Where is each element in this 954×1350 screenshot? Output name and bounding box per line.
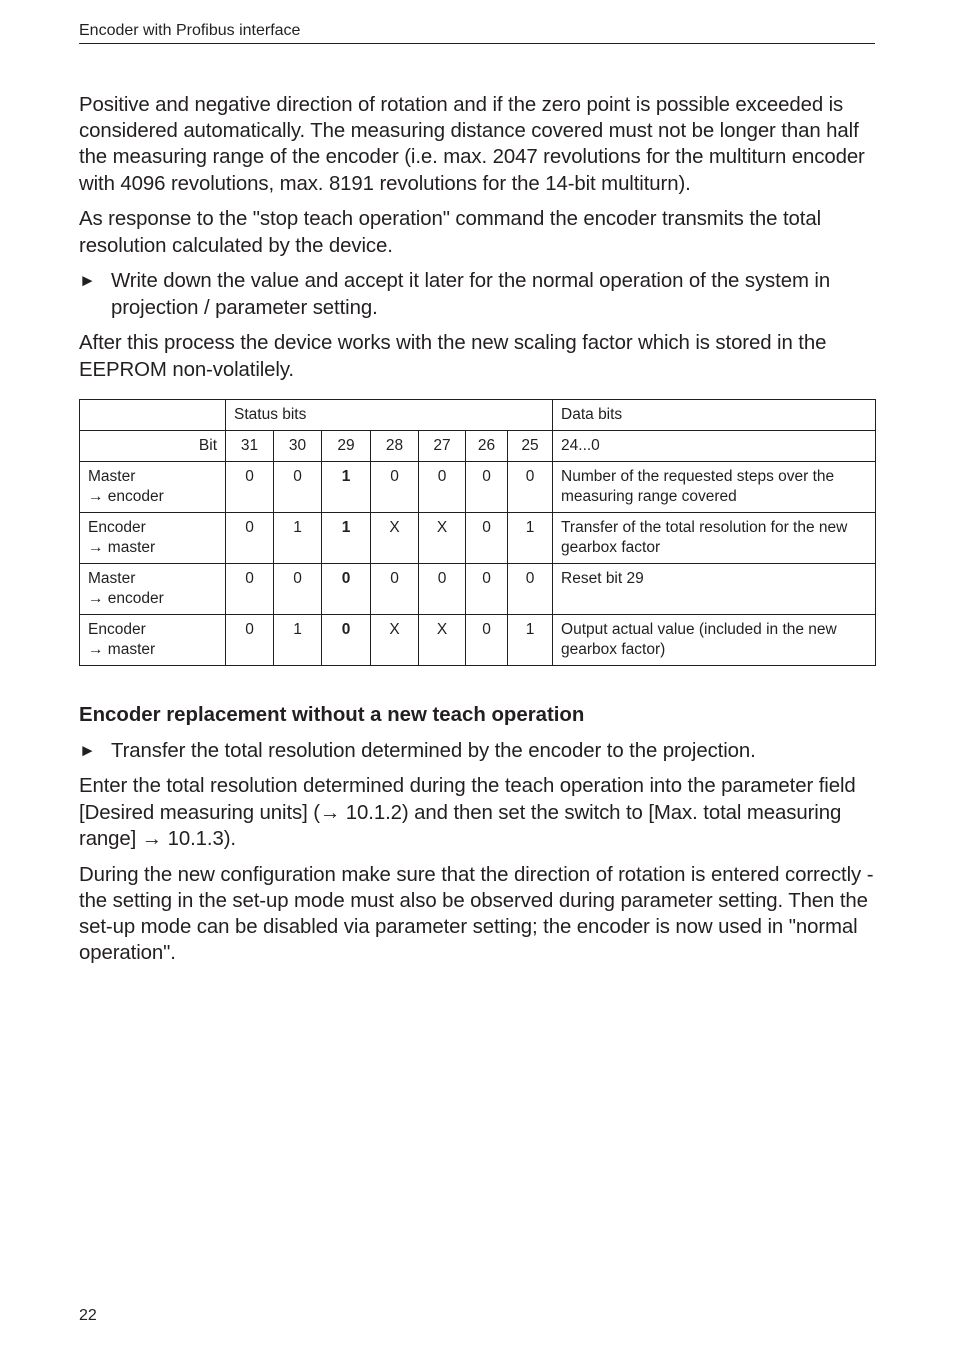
table-row <box>80 563 876 614</box>
bit-number-row <box>80 430 876 461</box>
description-cell: Number of the requested steps over the measuring range covered <box>553 461 876 512</box>
description-cell: Output actual value (included in the new gearbox factor) <box>553 614 876 665</box>
triangle-arrow-icon: ► <box>79 271 96 291</box>
bit-number: 27 <box>419 430 466 461</box>
bit-value: 0 <box>322 614 371 665</box>
triangle-arrow-icon: ► <box>79 740 96 760</box>
bullet-text: Transfer the total resolution determined by the encoder to the projection. <box>111 739 756 762</box>
page-header: Encoder with Profibus interface <box>79 22 875 44</box>
bit-value: 0 <box>466 512 508 563</box>
direction-cell: Encoder → master <box>80 614 226 665</box>
table-header-row <box>80 399 876 430</box>
bit-number: 30 <box>274 430 322 461</box>
table-row <box>80 614 876 665</box>
description-cell: Transfer of the total resolution for the new gearbox factor <box>553 512 876 563</box>
bit-value: 1 <box>274 614 322 665</box>
description-cell: Reset bit 29 <box>553 563 876 614</box>
table-row <box>80 512 876 563</box>
bit-number: 31 <box>226 430 274 461</box>
bullet-text: Write down the value and accept it later for the normal operation of the system in projection / parameter setting. <box>111 270 831 319</box>
bit-value: X <box>419 614 466 665</box>
bit-value: 0 <box>226 461 274 512</box>
bit-value: 0 <box>371 461 419 512</box>
bit-value: 0 <box>226 512 274 563</box>
bit-value: 0 <box>274 563 322 614</box>
bullet-transfer <box>79 738 875 764</box>
bit-value: 1 <box>508 512 553 563</box>
bit-value: X <box>419 512 466 563</box>
bit-number: 28 <box>371 430 419 461</box>
bit-number: 29 <box>322 430 371 461</box>
status-bits-table <box>79 399 876 666</box>
page-number: 22 <box>79 1307 97 1324</box>
bullet-write-down <box>79 268 875 320</box>
empty-header-cell <box>80 399 226 430</box>
bit-value: 1 <box>322 512 371 563</box>
bit-value: X <box>371 614 419 665</box>
bit-value: 0 <box>226 563 274 614</box>
bit-value: 1 <box>322 461 371 512</box>
bit-value: 0 <box>274 461 322 512</box>
data-bits-header: Data bits <box>553 399 876 430</box>
data-range: 24...0 <box>553 430 876 461</box>
bit-value: 0 <box>466 461 508 512</box>
bit-value: 0 <box>322 563 371 614</box>
bit-number: 26 <box>466 430 508 461</box>
paragraph-stop-teach: As response to the "stop teach operation" command the encoder transmits the total resolution calculated by the device. <box>79 208 821 257</box>
bit-value: 0 <box>466 614 508 665</box>
table-row <box>80 461 876 512</box>
bit-value: 0 <box>226 614 274 665</box>
paragraph-rotation: Positive and negative direction of rotation and if the zero point is possible exceeded is considered automatically. The measuring distance covered must not be longer than half the measuring range of the encoder (i.e. max. 2047 revolutions for the multiturn encoder with 4096 revolutions, max. 8191 revolutions for the 14-bit multiturn). <box>79 94 865 195</box>
status-bits-header: Status bits <box>226 399 553 430</box>
section-heading: Encoder replacement without a new teach operation <box>79 703 585 726</box>
bit-label: Bit <box>80 430 226 461</box>
direction-cell: Master → encoder <box>80 461 226 512</box>
direction-cell: Master → encoder <box>80 563 226 614</box>
bit-value: 0 <box>419 461 466 512</box>
paragraph-new-configuration: During the new configuration make sure that the direction of rotation is entered correctly - the setting in the set-up mode must also be observed during parameter setting. Then the set-up mode can be disabled via parameter setting; the encoder is now used in "normal operation". <box>79 863 874 965</box>
direction-cell: Encoder → master <box>80 512 226 563</box>
bit-value: 0 <box>508 563 553 614</box>
bit-value: 1 <box>274 512 322 563</box>
paragraph-eeprom: After this process the device works with the new scaling factor which is stored in the EEPROM non-volatilely. <box>79 332 827 381</box>
paragraph-enter-resolution: Enter the total resolution determined during the teach operation into the parameter field [Desired measuring units] (→ 10.1.2) and then set the switch to [Max. total measuring range] → 10.1.3). <box>79 775 856 850</box>
bit-value: X <box>371 512 419 563</box>
bit-value: 0 <box>419 563 466 614</box>
bit-value: 0 <box>371 563 419 614</box>
page-content <box>79 92 875 976</box>
bit-value: 0 <box>508 461 553 512</box>
bit-number: 25 <box>508 430 553 461</box>
bit-value: 1 <box>508 614 553 665</box>
bit-value: 0 <box>466 563 508 614</box>
